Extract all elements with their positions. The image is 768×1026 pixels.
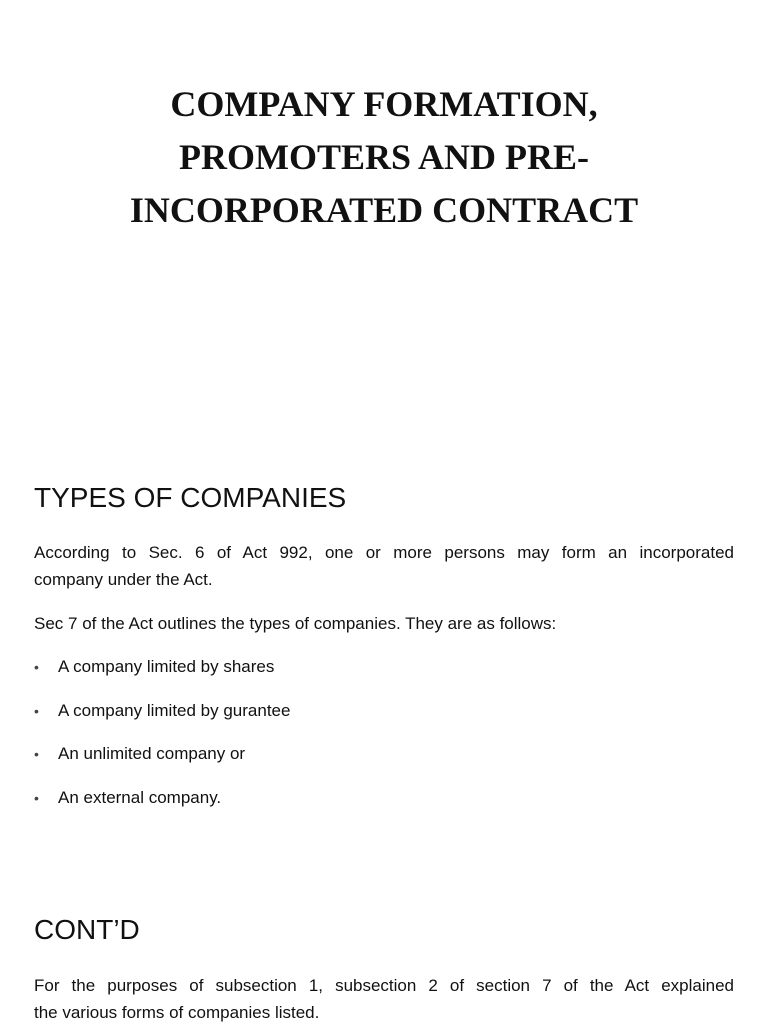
bullet-icon: • (34, 790, 39, 807)
paragraph-sec-6 (34, 539, 734, 593)
document-title (60, 78, 708, 237)
title-line-2: PROMOTERS AND PRE- (178, 137, 589, 177)
paragraph-sec-7: Sec 7 of the Act outlines the types of companies. They are as follows: (34, 614, 557, 633)
contd-slide (0, 870, 768, 1024)
company-types-list (34, 656, 290, 831)
paragraph-line: the various forms of companies listed. (34, 1003, 320, 1022)
paragraph-subsection (34, 972, 734, 1026)
section-heading: TYPES OF COMPANIES (34, 482, 347, 513)
list-item-text: A company limited by gurantee (58, 700, 291, 720)
list-item (34, 743, 290, 765)
bullet-icon: • (34, 659, 39, 675)
paragraph-line: According to Sec. 6 of Act 992, one or more persons may form an incorporated (34, 543, 734, 562)
title-line-1: COMPANY FORMATION, (170, 84, 598, 124)
paragraph-line: For the purposes of subsection 1, subsection 2 of section 7 of the Act explained (34, 976, 734, 995)
list-item (34, 787, 290, 809)
list-item (34, 700, 290, 722)
list-item-text: A company limited by shares (58, 657, 275, 676)
paragraph-line: company under the Act. (34, 570, 213, 589)
list-item-text: An external company. (58, 788, 222, 808)
section-heading: CONT’D (34, 914, 140, 945)
title-slide (0, 0, 768, 440)
bullet-icon: • (34, 702, 39, 719)
title-line-3: INCORPORATED CONTRACT (129, 190, 639, 230)
types-of-companies-slide (0, 440, 768, 870)
list-item-text: An unlimited company or (58, 744, 246, 764)
bullet-icon: • (34, 746, 39, 763)
list-item (34, 656, 290, 678)
